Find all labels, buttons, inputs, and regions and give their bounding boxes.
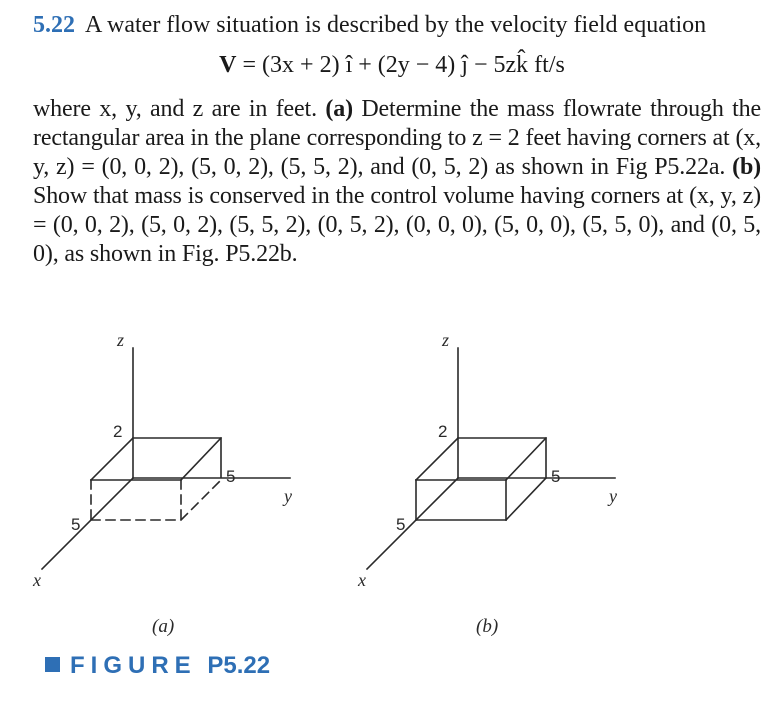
body-segment: where x, y, and z are in feet. (33, 96, 326, 122)
part-b-label: (b) (732, 154, 761, 180)
figure-svg (0, 310, 769, 650)
box-top-left-edge (91, 438, 133, 480)
x-axis-label: x (33, 570, 41, 590)
z-axis-label: z (117, 330, 125, 350)
figure-title (45, 652, 270, 680)
box-hidden-edge (181, 480, 221, 520)
figure-marker-icon (45, 657, 60, 672)
part-a-label: (a) (325, 96, 353, 122)
z-axis-label: z (442, 330, 450, 350)
figure-p5-22 (0, 310, 769, 650)
panel-b (357, 330, 617, 637)
width-label: 5 (226, 467, 236, 486)
problem-heading (33, 10, 761, 40)
part-b-text: Show that mass is conserved in the control volume having corners at (x, y, z) = (0, 0, 2), (5, 0, 2), (5, 5, 2), (0, 5, 2), (0, 0, 0), (5, 0, 0), (5, 5, 0), and (0, 5, 0), as shown in Fig. P5.22b. (33, 183, 761, 267)
x-axis (42, 478, 133, 569)
panel-a-caption: (a) (152, 616, 175, 637)
y-axis-label: y (609, 486, 617, 506)
equation-units: ft/s (534, 52, 565, 78)
panel-b-caption: (b) (476, 616, 499, 637)
depth-label: 5 (71, 515, 81, 534)
box-back-edges (133, 438, 221, 477)
box-top-right-edge (181, 438, 221, 480)
equation-lhs: V (219, 52, 237, 78)
y-axis-label: y (284, 486, 292, 506)
height-label: 2 (113, 422, 123, 441)
height-label: 2 (438, 422, 448, 441)
depth-label: 5 (396, 515, 406, 534)
box-top-left-edge (416, 438, 458, 480)
box-bottom-right-edge (506, 478, 546, 520)
width-label: 5 (551, 467, 561, 486)
problem-statement (33, 10, 761, 269)
problem-body (33, 95, 761, 269)
velocity-equation (23, 50, 761, 80)
problem-number: 5.22 (33, 12, 75, 38)
x-axis (367, 478, 458, 569)
x-axis-label: x (358, 570, 366, 590)
part-a-text: Determine the mass flowrate through the rectangular area in the plane corresponding to z = 2 feet having corners at (x, y, z) = (0, 0, 2), (5, 0, 2), (5, 5, 2), and (0, 5, 2) as shown in Fig P5.22a. (33, 96, 762, 180)
box-top-right-edge (506, 438, 546, 480)
panel-a (32, 330, 292, 637)
equation-rhs: = (3x + 2) î + (2y − 4) ĵ − 5zk̂ (242, 52, 529, 78)
figure-word: FIGURE (70, 652, 197, 679)
figure-number: P5.22 (207, 652, 271, 679)
box-back-edges (458, 438, 546, 478)
problem-intro: A water flow situation is described by the velocity field equation (85, 12, 707, 38)
